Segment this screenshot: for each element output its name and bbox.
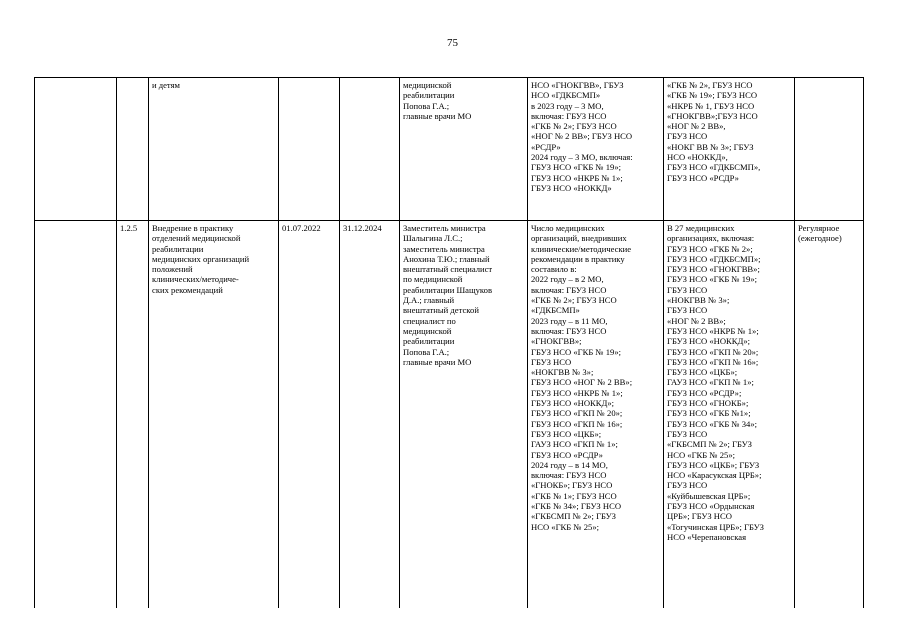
item-number-cell [117, 78, 149, 221]
activity-name: и детям [152, 80, 180, 90]
result: В 27 медицинских организациях, включая: ГБУЗ НСО «ГКБ № 2»; ГБУЗ НСО «ГДКБСМП»; ГБУЗ НСО «ГНОКГВВ»; ГБУЗ НСО «ГКБ № 19»; ГБУЗ НСО «НОКГВВ № 3»; ГБУЗ НСО «НОГ № 2 ВВ»; ГБУЗ НСО «НКРБ № 1»; ГБУЗ НСО «НОККД»; ГБУЗ НСО «ГКП № 20»; ГБУЗ НСО «ГКП № 16»; ГБУЗ НСО «ЦКБ»; ГАУЗ НСО «ГКП № 1»; ГБУЗ НСО «РСДР»; ГБУЗ НСО «ГНОКБ»; ГБУЗ НСО «ГКБ №1»; ГБУЗ НСО «ГКБ № 34»; ГБУЗ НСО «ГКБСМП № 2»; ГБУЗ НСО «ГКБ № 25»; ГБУЗ НСО «ЦКБ»; ГБУЗ НСО «Карасукская ЦРБ»; ГБУЗ НСО «Куйбышевская ЦРБ»; ГБУЗ НСО «Ордынская ЦРБ»; ГБУЗ НСО «Тогучинская ЦРБ»; ГБУЗ НСО «Черепановская [667, 223, 764, 542]
item-number-cell [117, 221, 149, 609]
responsible-cell [400, 78, 528, 221]
end-date: 31.12.2024 [343, 223, 382, 233]
start-date-cell [279, 78, 340, 221]
start-date: 01.07.2022 [282, 223, 321, 233]
end-date-cell [340, 221, 400, 609]
start-date-cell [279, 221, 340, 609]
indicator: НСО «ГНОКГВВ», ГБУЗ НСО «ГДКБСМП» в 2023 году – 3 МО, включая: ГБУЗ НСО «ГКБ № 2»; ГБУЗ НСО «НОГ № 2 ВВ»; ГБУЗ НСО «РСДР» 2024 году – 3 МО, включая: ГБУЗ НСО «ГКБ № 19»; ГБУЗ НСО «НКРБ № 1»; ГБУЗ НСО «НОККД» [531, 80, 633, 193]
result-cell [664, 221, 795, 609]
page-number: 75 [447, 37, 458, 49]
responsible: медицинской реабилитации Попова Г.А.; главные врачи МО [403, 80, 472, 121]
indicator-cell [528, 221, 664, 609]
table-row [35, 78, 864, 221]
end-date-cell [340, 78, 400, 221]
plan-table [34, 77, 864, 608]
periodicity: Регулярное (ежегодное) [798, 223, 842, 244]
item-number: 1.2.5 [120, 223, 138, 233]
periodicity-cell [795, 221, 864, 609]
empty-cell [35, 78, 117, 221]
indicator: Число медицинских организаций, внедривших клинические/методические рекомендации в практику составило в: 2022 году – в 2 МО, включая: ГБУЗ НСО «ГКБ № 2»; ГБУЗ НСО «ГДКБСМП» 2023 году – в 11 МО, включая: ГБУЗ НСО «ГНОКГВВ»; ГБУЗ НСО «ГКБ № 19»; ГБУЗ НСО «НОКГВВ № 3»; ГБУЗ НСО «НОГ № 2 ВВ»; ГБУЗ НСО «НКРБ № 1»; ГБУЗ НСО «НОККД»; ГБУЗ НСО «ГКП № 20»; ГБУЗ НСО «ГКП № 16»; ГБУЗ НСО «ЦКБ»; ГАУЗ НСО «ГКП № 1»; ГБУЗ НСО «РСДР» 2024 году – в 14 МО, включая: ГБУЗ НСО «ГНОКБ»; ГБУЗ НСО «ГКБ № 1»; ГБУЗ НСО «ГКБ № 34»; ГБУЗ НСО «ГКБСМП № 2»; ГБУЗ НСО «ГКБ № 25»; [531, 223, 633, 532]
activity-name-cell [149, 221, 279, 609]
periodicity-cell [795, 78, 864, 221]
activity-name-cell [149, 78, 279, 221]
result: «ГКБ № 2», ГБУЗ НСО «ГКБ № 19»; ГБУЗ НСО «НКРБ № 1, ГБУЗ НСО «ГНОКГВВ»;ГБУЗ НСО «НОГ № 2 ВВ», ГБУЗ НСО «НОКГ ВВ № 3»; ГБУЗ НСО «НОККД», ГБУЗ НСО «ГДКБСМП», ГБУЗ НСО «РСДР» [667, 80, 761, 183]
responsible-cell [400, 221, 528, 609]
activity-name: Внедрение в практику отделений медицинской реабилитации медицинских организаций положений клинических/методиче- ских рекомендаций [152, 223, 250, 295]
empty-cell [35, 221, 117, 609]
responsible: Заместитель министра Шалыгина Л.С.; заместитель министра Анохина Т.Ю.; главный внештатный специалист по медицинской реабилитации Шащуков Д.А.; главный внештатный детской специалист по медицинской реабилитации Попова Г.А.; главные врачи МО [403, 223, 493, 367]
result-cell [664, 78, 795, 221]
indicator-cell [528, 78, 664, 221]
table-row [35, 221, 864, 609]
